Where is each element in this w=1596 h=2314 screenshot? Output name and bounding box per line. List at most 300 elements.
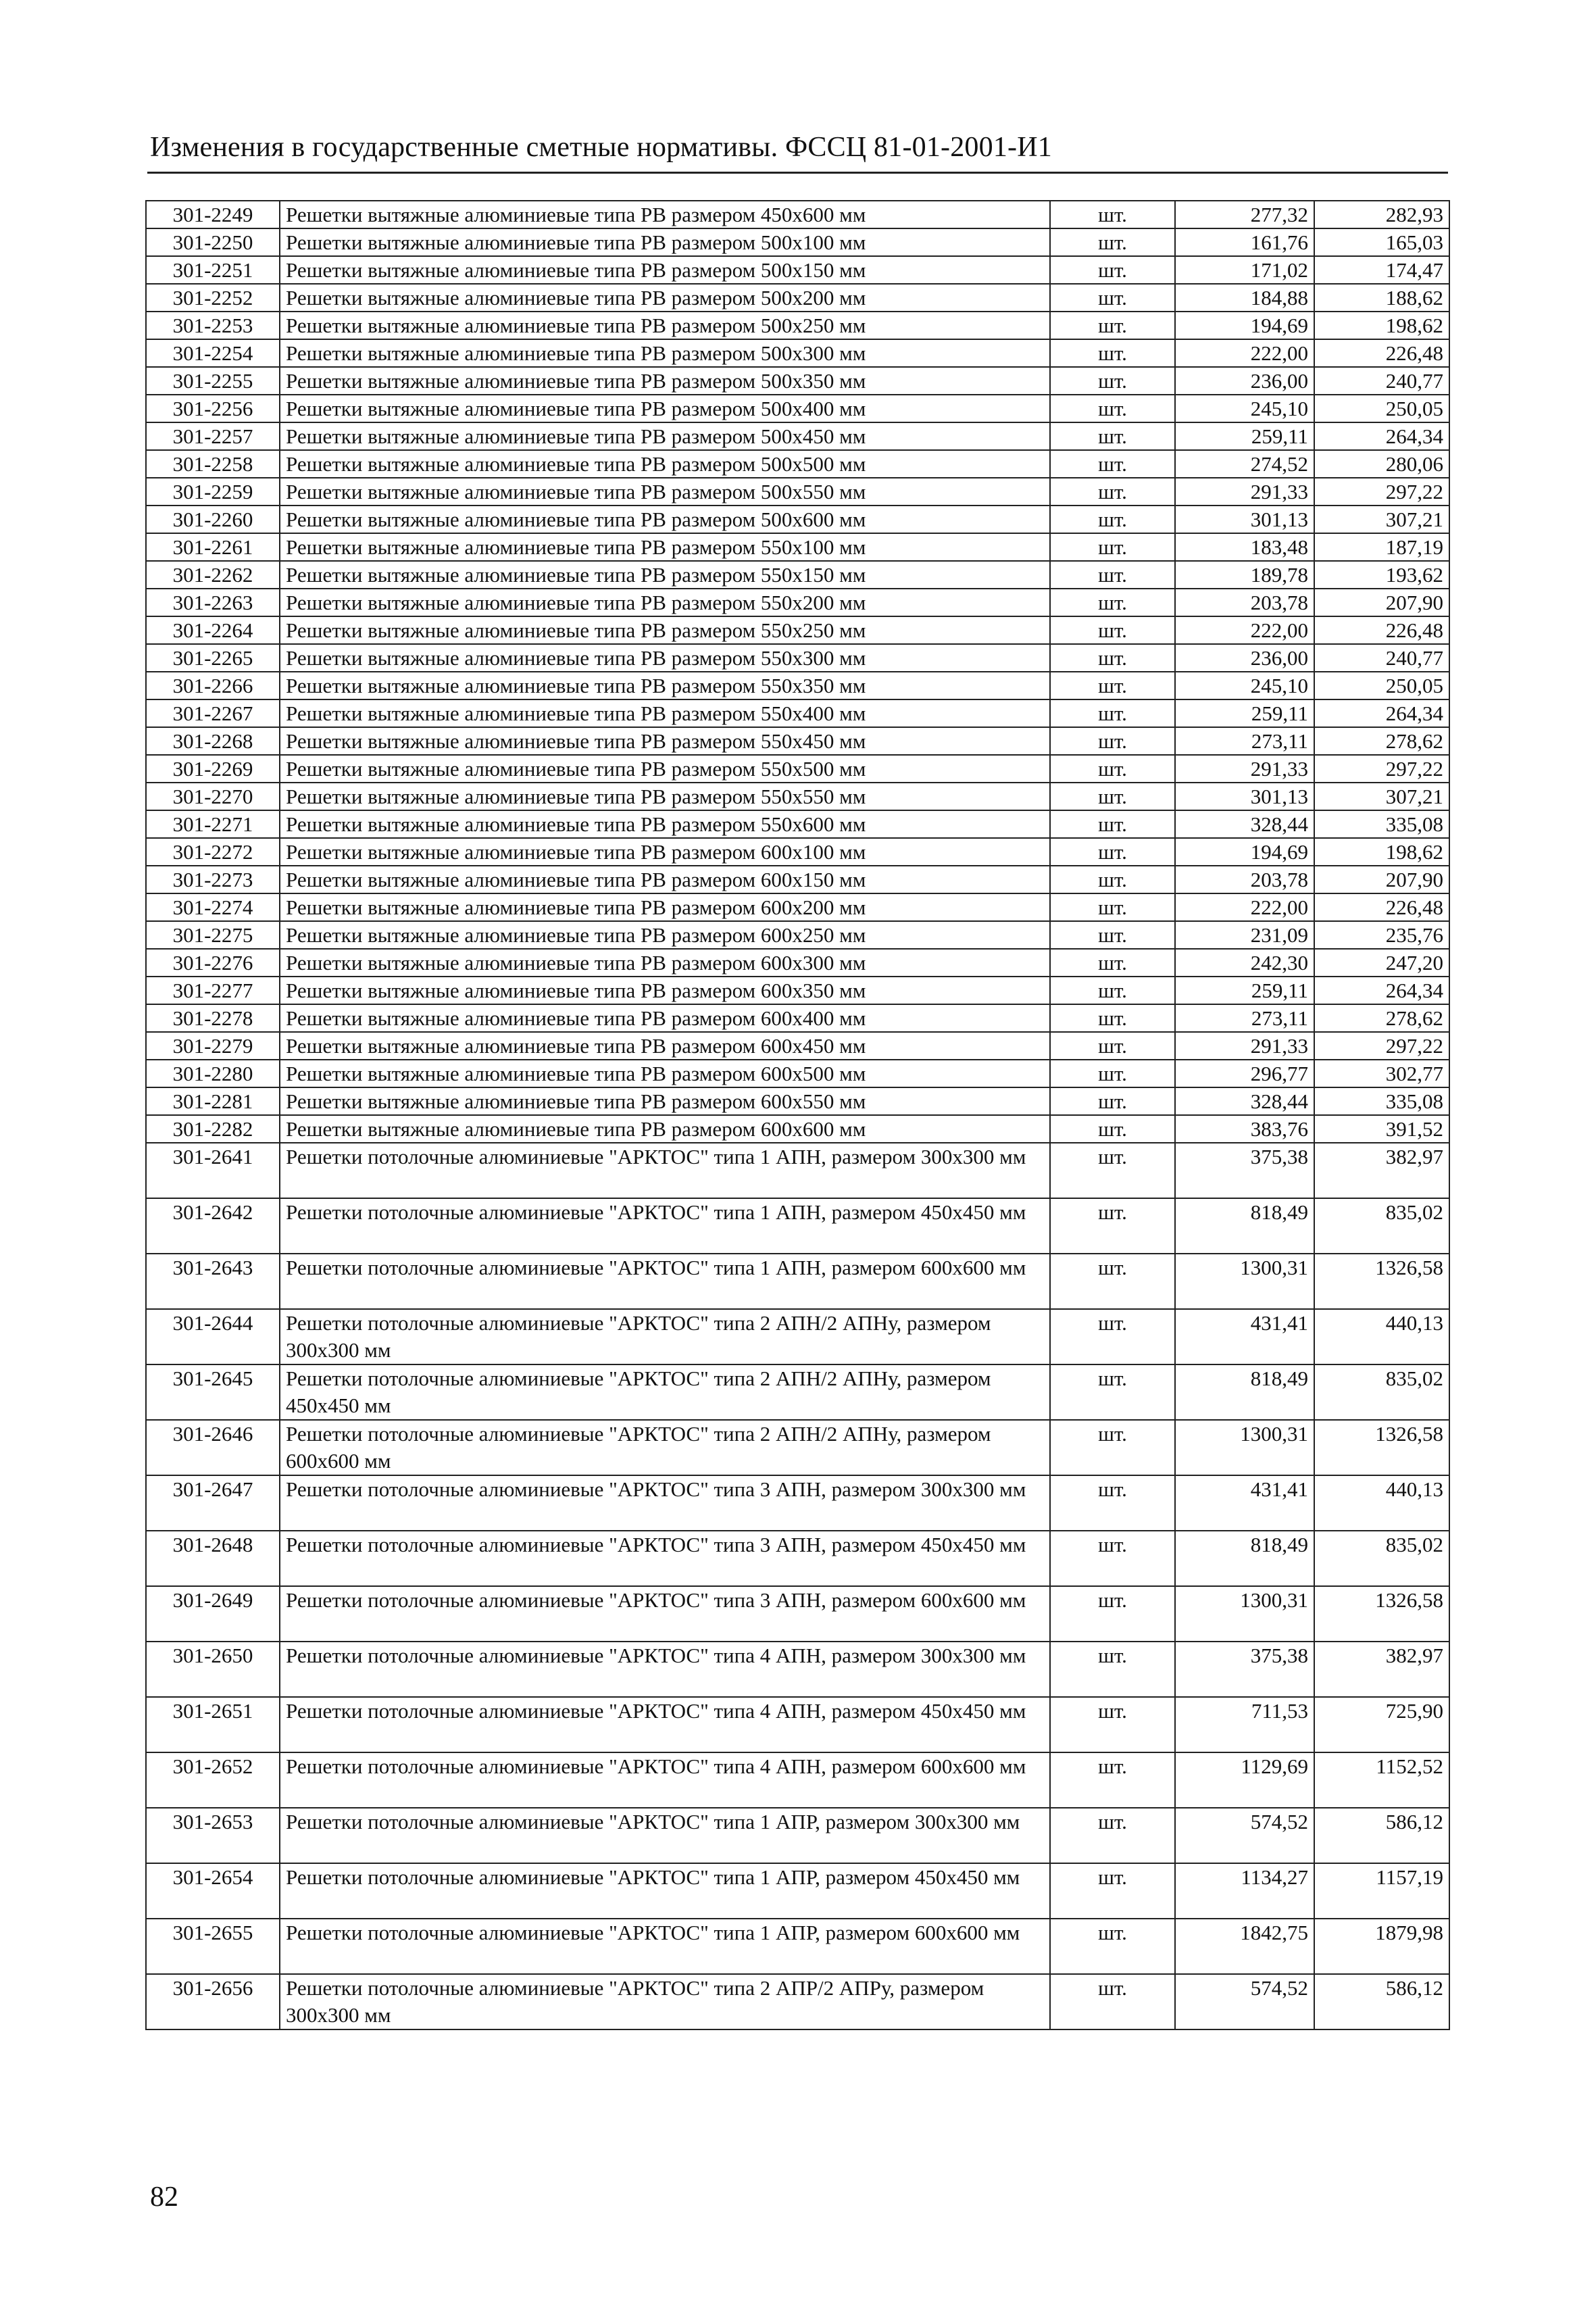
item-code: 301-2651 [146, 1697, 280, 1752]
item-price-2: 282,93 [1314, 201, 1449, 228]
item-price-1: 574,52 [1175, 1974, 1314, 2029]
item-name: Решетки вытяжные алюминиевые типа РВ размером 550х500 мм [280, 755, 1050, 783]
item-price-2: 297,22 [1314, 1032, 1449, 1060]
table-row [146, 1642, 1449, 1697]
table-row [146, 838, 1449, 866]
item-unit: шт. [1050, 783, 1175, 810]
item-price-1: 291,33 [1175, 1032, 1314, 1060]
item-unit: шт. [1050, 672, 1175, 699]
table-row [146, 284, 1449, 312]
item-price-2: 1152,52 [1314, 1752, 1449, 1808]
table-row [146, 201, 1449, 228]
item-price-1: 183,48 [1175, 533, 1314, 561]
item-price-2: 382,97 [1314, 1642, 1449, 1697]
item-unit: шт. [1050, 727, 1175, 755]
item-unit: шт. [1050, 755, 1175, 783]
table-row [146, 1060, 1449, 1087]
item-code: 301-2642 [146, 1198, 280, 1254]
item-price-1: 161,76 [1175, 228, 1314, 256]
table-row [146, 312, 1449, 339]
item-unit: шт. [1050, 312, 1175, 339]
item-price-1: 222,00 [1175, 616, 1314, 644]
item-price-1: 301,13 [1175, 506, 1314, 533]
item-price-1: 184,88 [1175, 284, 1314, 312]
item-code: 301-2270 [146, 783, 280, 810]
item-price-2: 307,21 [1314, 783, 1449, 810]
item-unit: шт. [1050, 561, 1175, 589]
item-name: Решетки вытяжные алюминиевые типа РВ размером 500х550 мм [280, 478, 1050, 506]
item-code: 301-2268 [146, 727, 280, 755]
item-name: Решетки вытяжные алюминиевые типа РВ размером 600х350 мм [280, 977, 1050, 1004]
item-name: Решетки вытяжные алюминиевые типа РВ размером 600х450 мм [280, 1032, 1050, 1060]
item-name: Решетки вытяжные алюминиевые типа РВ размером 600х250 мм [280, 921, 1050, 949]
item-code: 301-2252 [146, 284, 280, 312]
item-price-1: 194,69 [1175, 838, 1314, 866]
item-unit: шт. [1050, 1974, 1175, 2029]
item-price-2: 391,52 [1314, 1115, 1449, 1143]
item-price-1: 301,13 [1175, 783, 1314, 810]
item-unit: шт. [1050, 1004, 1175, 1032]
item-price-2: 278,62 [1314, 727, 1449, 755]
table-row [146, 1974, 1449, 2029]
item-price-2: 835,02 [1314, 1364, 1449, 1420]
item-price-2: 226,48 [1314, 339, 1449, 367]
item-code: 301-2264 [146, 616, 280, 644]
item-price-1: 242,30 [1175, 949, 1314, 977]
item-unit: шт. [1050, 478, 1175, 506]
item-name: Решетки потолочные алюминиевые "АРКТОС" типа 2 АПН/2 АПНу, размером 600х600 мм [280, 1420, 1050, 1475]
item-price-2: 335,08 [1314, 1087, 1449, 1115]
item-name: Решетки вытяжные алюминиевые типа РВ размером 500х150 мм [280, 256, 1050, 284]
item-price-2: 264,34 [1314, 977, 1449, 1004]
item-code: 301-2267 [146, 699, 280, 727]
item-unit: шт. [1050, 1143, 1175, 1198]
item-price-2: 240,77 [1314, 367, 1449, 395]
item-code: 301-2265 [146, 644, 280, 672]
item-price-1: 574,52 [1175, 1808, 1314, 1863]
item-price-2: 278,62 [1314, 1004, 1449, 1032]
item-unit: шт. [1050, 1919, 1175, 1974]
item-price-2: 1157,19 [1314, 1863, 1449, 1919]
item-name: Решетки вытяжные алюминиевые типа РВ размером 550х350 мм [280, 672, 1050, 699]
table-row [146, 921, 1449, 949]
item-unit: шт. [1050, 921, 1175, 949]
item-price-1: 259,11 [1175, 977, 1314, 1004]
item-code: 301-2656 [146, 1974, 280, 2029]
item-code: 301-2648 [146, 1531, 280, 1586]
item-price-1: 1300,31 [1175, 1420, 1314, 1475]
item-name: Решетки вытяжные алюминиевые типа РВ размером 600х600 мм [280, 1115, 1050, 1143]
price-table [145, 200, 1450, 2030]
item-code: 301-2259 [146, 478, 280, 506]
item-unit: шт. [1050, 284, 1175, 312]
item-price-2: 207,90 [1314, 589, 1449, 616]
item-price-1: 231,09 [1175, 921, 1314, 949]
item-unit: шт. [1050, 893, 1175, 921]
item-code: 301-2271 [146, 810, 280, 838]
item-name: Решетки вытяжные алюминиевые типа РВ размером 600х150 мм [280, 866, 1050, 893]
item-price-2: 1326,58 [1314, 1586, 1449, 1642]
item-price-2: 280,06 [1314, 450, 1449, 478]
table-row [146, 450, 1449, 478]
item-unit: шт. [1050, 1752, 1175, 1808]
item-code: 301-2255 [146, 367, 280, 395]
item-unit: шт. [1050, 1420, 1175, 1475]
table-row [146, 755, 1449, 783]
item-price-1: 818,49 [1175, 1531, 1314, 1586]
item-code: 301-2649 [146, 1586, 280, 1642]
item-name: Решетки вытяжные алюминиевые типа РВ размером 550х100 мм [280, 533, 1050, 561]
item-name: Решетки потолочные алюминиевые "АРКТОС" типа 4 АПН, размером 600х600 мм [280, 1752, 1050, 1808]
item-price-2: 188,62 [1314, 284, 1449, 312]
item-name: Решетки вытяжные алюминиевые типа РВ размером 600х500 мм [280, 1060, 1050, 1087]
item-unit: шт. [1050, 1087, 1175, 1115]
item-price-2: 226,48 [1314, 893, 1449, 921]
item-name: Решетки потолочные алюминиевые "АРКТОС" типа 1 АПР, размером 300х300 мм [280, 1808, 1050, 1863]
item-name: Решетки вытяжные алюминиевые типа РВ размером 550х300 мм [280, 644, 1050, 672]
item-unit: шт. [1050, 1198, 1175, 1254]
item-price-1: 1300,31 [1175, 1586, 1314, 1642]
item-unit: шт. [1050, 1364, 1175, 1420]
item-code: 301-2251 [146, 256, 280, 284]
item-unit: шт. [1050, 1863, 1175, 1919]
item-price-1: 236,00 [1175, 367, 1314, 395]
table-row [146, 506, 1449, 533]
table-row [146, 589, 1449, 616]
item-code: 301-2258 [146, 450, 280, 478]
table-row [146, 1254, 1449, 1309]
table-row [146, 367, 1449, 395]
item-code: 301-2654 [146, 1863, 280, 1919]
item-name: Решетки потолочные алюминиевые "АРКТОС" типа 1 АПР, размером 450х450 мм [280, 1863, 1050, 1919]
item-code: 301-2646 [146, 1420, 280, 1475]
item-price-1: 328,44 [1175, 810, 1314, 838]
table-row [146, 866, 1449, 893]
item-name: Решетки потолочные алюминиевые "АРКТОС" типа 3 АПН, размером 600х600 мм [280, 1586, 1050, 1642]
item-code: 301-2641 [146, 1143, 280, 1198]
item-code: 301-2272 [146, 838, 280, 866]
item-name: Решетки вытяжные алюминиевые типа РВ размером 550х150 мм [280, 561, 1050, 589]
item-code: 301-2655 [146, 1919, 280, 1974]
table-row [146, 893, 1449, 921]
item-name: Решетки вытяжные алюминиевые типа РВ размером 500х400 мм [280, 395, 1050, 422]
item-price-2: 835,02 [1314, 1531, 1449, 1586]
item-name: Решетки потолочные алюминиевые "АРКТОС" типа 1 АПН, размером 450х450 мм [280, 1198, 1050, 1254]
item-price-2: 586,12 [1314, 1974, 1449, 2029]
item-price-1: 259,11 [1175, 699, 1314, 727]
header-rule [147, 172, 1448, 174]
item-name: Решетки вытяжные алюминиевые типа РВ размером 550х550 мм [280, 783, 1050, 810]
item-code: 301-2650 [146, 1642, 280, 1697]
item-name: Решетки вытяжные алюминиевые типа РВ размером 500х600 мм [280, 506, 1050, 533]
item-name: Решетки вытяжные алюминиевые типа РВ размером 600х400 мм [280, 1004, 1050, 1032]
item-price-2: 440,13 [1314, 1309, 1449, 1364]
item-code: 301-2273 [146, 866, 280, 893]
item-price-1: 291,33 [1175, 478, 1314, 506]
table-row [146, 1309, 1449, 1364]
item-unit: шт. [1050, 533, 1175, 561]
item-unit: шт. [1050, 1254, 1175, 1309]
item-name: Решетки вытяжные алюминиевые типа РВ размером 550х200 мм [280, 589, 1050, 616]
item-code: 301-2269 [146, 755, 280, 783]
item-price-1: 383,76 [1175, 1115, 1314, 1143]
item-unit: шт. [1050, 450, 1175, 478]
item-code: 301-2643 [146, 1254, 280, 1309]
item-unit: шт. [1050, 810, 1175, 838]
table-row [146, 1531, 1449, 1586]
table-row [146, 727, 1449, 755]
item-price-2: 382,97 [1314, 1143, 1449, 1198]
item-price-1: 431,41 [1175, 1309, 1314, 1364]
item-price-1: 189,78 [1175, 561, 1314, 589]
item-price-1: 1842,75 [1175, 1919, 1314, 1974]
item-price-2: 240,77 [1314, 644, 1449, 672]
item-unit: шт. [1050, 395, 1175, 422]
item-price-2: 440,13 [1314, 1475, 1449, 1531]
item-code: 301-2281 [146, 1087, 280, 1115]
table-row [146, 1752, 1449, 1808]
item-price-2: 207,90 [1314, 866, 1449, 893]
item-code: 301-2645 [146, 1364, 280, 1420]
item-code: 301-2256 [146, 395, 280, 422]
item-price-1: 1300,31 [1175, 1254, 1314, 1309]
item-unit: шт. [1050, 699, 1175, 727]
item-code: 301-2647 [146, 1475, 280, 1531]
item-price-2: 297,22 [1314, 478, 1449, 506]
item-code: 301-2263 [146, 589, 280, 616]
item-name: Решетки потолочные алюминиевые "АРКТОС" типа 3 АПН, размером 450х450 мм [280, 1531, 1050, 1586]
table-row [146, 644, 1449, 672]
item-price-2: 193,62 [1314, 561, 1449, 589]
table-row [146, 339, 1449, 367]
item-unit: шт. [1050, 1697, 1175, 1752]
item-unit: шт. [1050, 422, 1175, 450]
item-price-2: 1879,98 [1314, 1919, 1449, 1974]
item-code: 301-2279 [146, 1032, 280, 1060]
table-row [146, 616, 1449, 644]
item-price-1: 277,32 [1175, 201, 1314, 228]
table-row [146, 1198, 1449, 1254]
table-row [146, 672, 1449, 699]
item-unit: шт. [1050, 1642, 1175, 1697]
item-price-2: 835,02 [1314, 1198, 1449, 1254]
item-code: 301-2250 [146, 228, 280, 256]
item-name: Решетки вытяжные алюминиевые типа РВ размером 500х450 мм [280, 422, 1050, 450]
table-row [146, 1586, 1449, 1642]
table-row [146, 1143, 1449, 1198]
item-name: Решетки вытяжные алюминиевые типа РВ размером 500х350 мм [280, 367, 1050, 395]
table-row [146, 533, 1449, 561]
item-unit: шт. [1050, 977, 1175, 1004]
item-unit: шт. [1050, 1060, 1175, 1087]
item-price-1: 291,33 [1175, 755, 1314, 783]
item-code: 301-2257 [146, 422, 280, 450]
table-row [146, 1475, 1449, 1531]
item-name: Решетки вытяжные алюминиевые типа РВ размером 550х450 мм [280, 727, 1050, 755]
item-price-1: 1129,69 [1175, 1752, 1314, 1808]
item-code: 301-2278 [146, 1004, 280, 1032]
item-price-2: 198,62 [1314, 312, 1449, 339]
item-unit: шт. [1050, 838, 1175, 866]
item-name: Решетки вытяжные алюминиевые типа РВ размером 600х550 мм [280, 1087, 1050, 1115]
item-price-1: 711,53 [1175, 1697, 1314, 1752]
item-price-1: 203,78 [1175, 866, 1314, 893]
item-name: Решетки потолочные алюминиевые "АРКТОС" типа 1 АПН, размером 300х300 мм [280, 1143, 1050, 1198]
item-price-1: 431,41 [1175, 1475, 1314, 1531]
table-row [146, 699, 1449, 727]
item-unit: шт. [1050, 644, 1175, 672]
item-unit: шт. [1050, 256, 1175, 284]
item-code: 301-2282 [146, 1115, 280, 1143]
table-row [146, 1004, 1449, 1032]
item-code: 301-2253 [146, 312, 280, 339]
item-price-1: 222,00 [1175, 893, 1314, 921]
item-unit: шт. [1050, 1586, 1175, 1642]
table-row [146, 1420, 1449, 1475]
item-code: 301-2276 [146, 949, 280, 977]
item-price-1: 1134,27 [1175, 1863, 1314, 1919]
item-code: 301-2260 [146, 506, 280, 533]
item-code: 301-2254 [146, 339, 280, 367]
item-unit: шт. [1050, 1115, 1175, 1143]
item-name: Решетки вытяжные алюминиевые типа РВ размером 600х100 мм [280, 838, 1050, 866]
item-code: 301-2653 [146, 1808, 280, 1863]
item-unit: шт. [1050, 1032, 1175, 1060]
table-row [146, 1364, 1449, 1420]
item-price-2: 264,34 [1314, 422, 1449, 450]
item-price-2: 297,22 [1314, 755, 1449, 783]
item-price-2: 250,05 [1314, 395, 1449, 422]
item-code: 301-2262 [146, 561, 280, 589]
item-name: Решетки вытяжные алюминиевые типа РВ размером 500х200 мм [280, 284, 1050, 312]
item-code: 301-2277 [146, 977, 280, 1004]
item-price-1: 296,77 [1175, 1060, 1314, 1087]
item-name: Решетки потолочные алюминиевые "АРКТОС" типа 4 АПН, размером 300х300 мм [280, 1642, 1050, 1697]
item-unit: шт. [1050, 866, 1175, 893]
table-row [146, 1087, 1449, 1115]
item-price-1: 818,49 [1175, 1364, 1314, 1420]
table-row [146, 228, 1449, 256]
item-code: 301-2261 [146, 533, 280, 561]
item-price-2: 1326,58 [1314, 1420, 1449, 1475]
page-header: Изменения в государственные сметные нормативы. ФССЦ 81-01-2001-И1 [150, 132, 1052, 163]
item-price-1: 274,52 [1175, 450, 1314, 478]
table-row [146, 478, 1449, 506]
item-unit: шт. [1050, 1475, 1175, 1531]
item-name: Решетки вытяжные алюминиевые типа РВ размером 550х600 мм [280, 810, 1050, 838]
item-price-2: 335,08 [1314, 810, 1449, 838]
item-price-2: 165,03 [1314, 228, 1449, 256]
item-price-1: 273,11 [1175, 727, 1314, 755]
item-price-2: 725,90 [1314, 1697, 1449, 1752]
table-row [146, 1919, 1449, 1974]
item-price-2: 247,20 [1314, 949, 1449, 977]
table-row [146, 1863, 1449, 1919]
table-row [146, 1032, 1449, 1060]
item-price-2: 235,76 [1314, 921, 1449, 949]
item-unit: шт. [1050, 589, 1175, 616]
item-name: Решетки вытяжные алюминиевые типа РВ размером 500х100 мм [280, 228, 1050, 256]
item-unit: шт. [1050, 616, 1175, 644]
table-row [146, 810, 1449, 838]
item-unit: шт. [1050, 367, 1175, 395]
table-row [146, 395, 1449, 422]
item-price-2: 264,34 [1314, 699, 1449, 727]
page-number: 82 [150, 2182, 178, 2213]
item-price-2: 302,77 [1314, 1060, 1449, 1087]
item-price-1: 273,11 [1175, 1004, 1314, 1032]
item-price-2: 174,47 [1314, 256, 1449, 284]
item-code: 301-2274 [146, 893, 280, 921]
item-name: Решетки вытяжные алюминиевые типа РВ размером 550х400 мм [280, 699, 1050, 727]
item-unit: шт. [1050, 201, 1175, 228]
item-price-1: 222,00 [1175, 339, 1314, 367]
item-code: 301-2652 [146, 1752, 280, 1808]
item-price-2: 586,12 [1314, 1808, 1449, 1863]
price-table-body [146, 201, 1449, 2029]
item-price-1: 203,78 [1175, 589, 1314, 616]
table-row [146, 1115, 1449, 1143]
table-row [146, 977, 1449, 1004]
item-name: Решетки вытяжные алюминиевые типа РВ размером 600х200 мм [280, 893, 1050, 921]
item-name: Решетки потолочные алюминиевые "АРКТОС" типа 3 АПН, размером 300х300 мм [280, 1475, 1050, 1531]
item-price-1: 236,00 [1175, 644, 1314, 672]
item-price-2: 250,05 [1314, 672, 1449, 699]
item-price-1: 375,38 [1175, 1143, 1314, 1198]
item-price-1: 194,69 [1175, 312, 1314, 339]
table-row [146, 1697, 1449, 1752]
item-name: Решетки вытяжные алюминиевые типа РВ размером 500х500 мм [280, 450, 1050, 478]
item-name: Решетки потолочные алюминиевые "АРКТОС" типа 1 АПР, размером 600х600 мм [280, 1919, 1050, 1974]
item-price-2: 1326,58 [1314, 1254, 1449, 1309]
item-price-1: 245,10 [1175, 672, 1314, 699]
item-name: Решетки потолочные алюминиевые "АРКТОС" типа 4 АПН, размером 450х450 мм [280, 1697, 1050, 1752]
item-unit: шт. [1050, 1531, 1175, 1586]
table-row [146, 422, 1449, 450]
item-name: Решетки потолочные алюминиевые "АРКТОС" типа 2 АПН/2 АПНу, размером 300х300 мм [280, 1309, 1050, 1364]
item-name: Решетки потолочные алюминиевые "АРКТОС" типа 2 АПН/2 АПНу, размером 450х450 мм [280, 1364, 1050, 1420]
table-row [146, 1808, 1449, 1863]
item-price-1: 259,11 [1175, 422, 1314, 450]
item-code: 301-2266 [146, 672, 280, 699]
table-row [146, 256, 1449, 284]
item-unit: шт. [1050, 339, 1175, 367]
item-name: Решетки потолочные алюминиевые "АРКТОС" типа 1 АПН, размером 600х600 мм [280, 1254, 1050, 1309]
item-unit: шт. [1050, 228, 1175, 256]
item-unit: шт. [1050, 1808, 1175, 1863]
item-price-1: 818,49 [1175, 1198, 1314, 1254]
item-name: Решетки вытяжные алюминиевые типа РВ размером 450х600 мм [280, 201, 1050, 228]
table-row [146, 783, 1449, 810]
item-price-2: 226,48 [1314, 616, 1449, 644]
item-price-2: 198,62 [1314, 838, 1449, 866]
item-price-1: 171,02 [1175, 256, 1314, 284]
item-price-2: 187,19 [1314, 533, 1449, 561]
item-unit: шт. [1050, 1309, 1175, 1364]
table-row [146, 561, 1449, 589]
item-code: 301-2644 [146, 1309, 280, 1364]
item-unit: шт. [1050, 506, 1175, 533]
table-row [146, 949, 1449, 977]
item-code: 301-2275 [146, 921, 280, 949]
item-price-2: 307,21 [1314, 506, 1449, 533]
item-unit: шт. [1050, 949, 1175, 977]
item-price-1: 245,10 [1175, 395, 1314, 422]
item-name: Решетки вытяжные алюминиевые типа РВ размером 600х300 мм [280, 949, 1050, 977]
item-name: Решетки вытяжные алюминиевые типа РВ размером 550х250 мм [280, 616, 1050, 644]
item-name: Решетки потолочные алюминиевые "АРКТОС" типа 2 АПР/2 АПРу, размером 300х300 мм [280, 1974, 1050, 2029]
item-name: Решетки вытяжные алюминиевые типа РВ размером 500х250 мм [280, 312, 1050, 339]
